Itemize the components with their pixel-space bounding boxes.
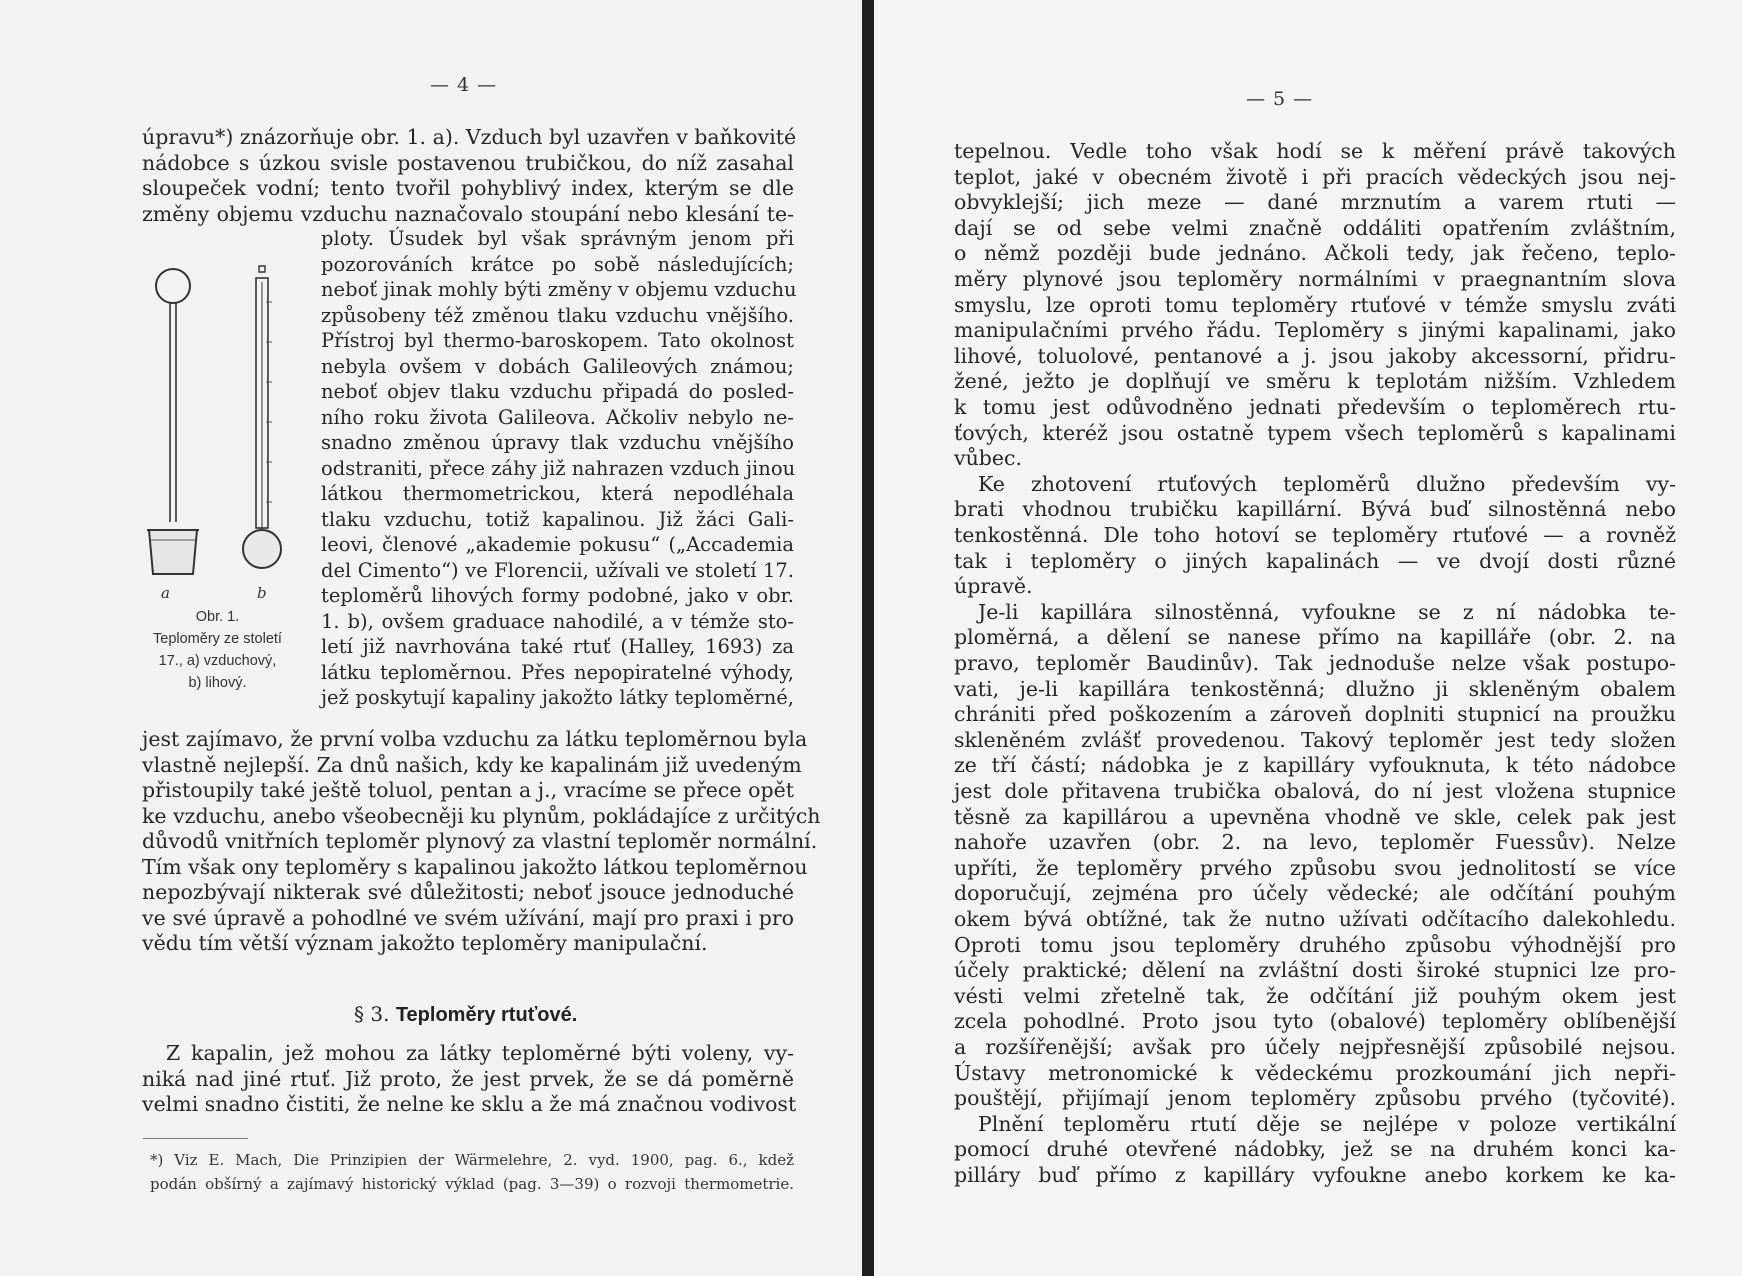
text-line: a rozšířenější; avšak pro účely nejpřesnější způsobilé nejsou. xyxy=(954,1035,1676,1059)
text-line: úpravě. xyxy=(954,574,1033,599)
text-line: teplot, jaké v obecném životě i při pracích vědeckých jsou nej- xyxy=(954,164,1676,189)
text-line: těsně za kapillárou a upevněna vhodně ve skle, celek pak jest xyxy=(954,804,1676,829)
text-line: přistoupily také ještě toluol, pentan a j., vracíme se přece opět xyxy=(142,778,794,802)
text-line: Přístroj byl thermo-baroskopem. Tato okolnost xyxy=(321,329,794,352)
left-page xyxy=(0,0,862,1276)
text-line: měry plynové jsou teploměry normálními v praegnantním slova xyxy=(954,267,1676,291)
text-line: nahoře uzavřen (obr. 2. na levo, teploměr Fuessův). Nelze xyxy=(954,830,1676,855)
caption-line: b) lihový. xyxy=(188,675,247,691)
text-line: jest zajímavo, že první volba vzduchu za látku teploměrnou byla xyxy=(142,727,808,751)
text-line: lihové, toluolové, pentanové a j. jsou jakoby akcessorní, přidru- xyxy=(954,343,1676,368)
binding-gutter xyxy=(862,0,874,1276)
caption-line: 17., a) vzduchový, xyxy=(158,653,277,669)
text-line: Tím však ony teploměry s kapalinou jakožto látkou teploměrnou xyxy=(142,854,808,879)
text-line: tenkostěnná. Dle toho hotoví se teploměry rtuťové — a rovněž xyxy=(954,523,1676,547)
text-line: vůbec. xyxy=(954,446,1023,471)
text-line: pozorováních krátce po sobě následujících; xyxy=(321,252,794,276)
text-line: neboť objev tlaku vzduchu připadá do posled- xyxy=(321,380,794,403)
spirit-thermometer xyxy=(243,266,281,568)
page-number: — 5 — xyxy=(1246,88,1314,110)
text-line: pomocí druhé otevřené nádobky, jež se na druhém konci ka- xyxy=(954,1137,1676,1162)
text-line: látku teploměrnou. Přes nepopiratelné výhody, xyxy=(321,660,794,684)
figure-label-b: b xyxy=(257,584,267,602)
text-line: účely praktické; dělení na zvláštní dosti široké stupnici lze pro- xyxy=(954,958,1676,983)
text-line: smyslu, lze oproti tomu teploměry rtuťové v témže smyslu zváti xyxy=(954,292,1676,317)
text-line: nepozbývají nikterak své důležitosti; neboť jsouce jednoduché xyxy=(142,880,794,904)
text-line: pouštějí, přijímají jenom teploměry způsobu prvého (tyčovité). xyxy=(954,1086,1676,1111)
caption-line: Obr. 1. xyxy=(195,609,240,625)
text-line: ve své úpravě a pohodlné ve svém užívání, mají pro praxi i pro xyxy=(142,905,794,930)
text-line: 1. b), ovšem graduace nahodilé, a v témže sto- xyxy=(321,609,794,633)
text-line: sloupeček vodní; tento tvořil pohyblivý index, kterým se dle xyxy=(142,176,794,200)
text-line: k tomu jest odůvodněno jednati především o teploměrech rtu- xyxy=(954,395,1676,419)
footnote-line: *) Viz E. Mach, Die Prinzipien der Wärmelehre, 2. vyd. 1900, pag. 6., kdež xyxy=(150,1151,794,1169)
caption-line: Teploměry ze století xyxy=(153,631,282,647)
text-line: Plnění teploměru rtutí děje se nejlépe v poloze vertikální xyxy=(978,1111,1676,1136)
text-line: Ústavy metronomické k vědeckému prozkoumání jich nepři- xyxy=(954,1060,1676,1085)
text-line: nebyla ovšem v dobách Galileových známou; xyxy=(321,354,794,378)
text-line: ploty. Úsudek byl však správným jenom při xyxy=(321,227,794,250)
footnote-rule xyxy=(143,1138,248,1139)
text-line: pilláry buď přímo z kapilláry vyfoukne anebo korkem ke ka- xyxy=(954,1163,1676,1187)
air-thermometer xyxy=(147,269,199,574)
text-line: vlastně nejlepší. Za dnů našich, kdy ke kapalinám již uvedeným xyxy=(142,752,802,777)
text-line: Oproti tomu jsou teploměry druhého způsobu výhodnější pro xyxy=(954,932,1676,957)
text-line: tlaku vzduchu, totiž kapalinou. Již žáci Gali- xyxy=(321,507,794,531)
text-line: důvodů vnitřních teploměr plynový za vlastní teploměr normální. xyxy=(142,829,818,853)
figure-label-a: a xyxy=(161,584,170,602)
text-line: ního roku života Galileova. Ačkoliv nebylo ne- xyxy=(321,405,794,429)
text-line: upříti, že teploměry prvého způsobu svou jednolitostí se více xyxy=(954,855,1676,880)
text-line: letí již navrhována také rtuť (Halley, 1693) za xyxy=(321,635,794,658)
text-line: okem bývá obtížné, tak že nutno užívati odčítacího dalekohledu. xyxy=(954,907,1676,931)
text-line: skleněném zvlášť provedenou. Takový teploměr jest tedy složen xyxy=(954,727,1676,752)
footnote-line: podán obšírný a zajímavý historický výklad (pag. 3—39) o rozvoji thermometrie. xyxy=(150,1175,794,1193)
text-line: chrániti před poškozením a zároveň doplniti stupnicí na proužku xyxy=(954,702,1676,727)
text-line: žené, ježto je doplňují ve směru k teplotám nižším. Vzhledem xyxy=(954,369,1676,394)
text-line: obvyklejší; jich meze — dané mrznutím a varem rtuti — xyxy=(954,190,1676,215)
text-line: ploměrná, a dělení se nanese přímo na kapilláře (obr. 2. na xyxy=(954,625,1676,650)
figure-thermometers xyxy=(135,262,285,602)
page-number: — 4 — xyxy=(430,74,498,96)
text-line: teploměrů lihových formy podobné, jako v obr. xyxy=(321,584,794,607)
text-line: odstraniti, přece záhy již nahrazen vzduch jinou xyxy=(321,456,796,480)
text-line: brati vhodnou trubičku kapillární. Bývá buď silnostěnná nebo xyxy=(954,497,1676,522)
text-line: jež poskytují kapaliny jakožto látky teploměrné, xyxy=(321,686,794,709)
text-line: doporučují, zejména pro účely vědecké; ale odčítání pouhým xyxy=(954,881,1676,906)
figure-caption xyxy=(140,606,295,694)
section-title: Teploměry rtuťové. xyxy=(395,1004,578,1026)
text-line: nádobce s úzkou svisle postavenou trubičkou, do níž zasahal xyxy=(142,150,794,175)
text-line: dají se od sebe velmi značně oddáliti opatřením zvláštním, xyxy=(954,215,1676,240)
text-line: Ke zhotovení rtuťových teploměrů dlužno především vy- xyxy=(978,471,1676,496)
text-line: leovi, členové „akademie pokusu“ („Accademia xyxy=(321,533,794,556)
text-line: niká nad jiné rtuť. Již proto, že jest prvek, že se dá poměrně xyxy=(142,1066,794,1091)
text-line: ze tří částí; nádobka je z kapilláry vyfouknuta, k této nádobce xyxy=(954,753,1676,778)
text-line: zcela pohodlné. Proto jsou tyto (obalové) teploměry oblíbenější xyxy=(954,1009,1676,1034)
text-line: ke vzduchu, anebo všeobecněji ku plynům, pokládajíce z určitých xyxy=(142,803,821,828)
text-line: o němž později bude jednáno. Ačkoli tedy, jak řečeno, teplo- xyxy=(954,241,1676,266)
text-line: změny objemu vzduchu naznačovalo stoupání nebo klesání te- xyxy=(142,201,794,226)
text-line: Z kapalin, jež mohou za látky teploměrné býti voleny, vy- xyxy=(166,1041,794,1065)
text-line: tepelnou. Vedle toho však hodí se k měření právě takových xyxy=(954,139,1676,163)
text-line: vati, je-li kapillára tenkostěnná; dlužno ji skleněným obalem xyxy=(954,676,1676,701)
text-line: jest dole přitavena trubička obalová, do ní jest vložena stupnice xyxy=(954,779,1676,803)
section-number: § 3. xyxy=(354,1002,390,1026)
text-line: tak i teploměry o jiných kapalinách — ve dvojí dosti různé xyxy=(954,548,1676,573)
text-line: ťových, kteréž jsou ostatně typem všech teploměrů s kapalinami xyxy=(954,420,1676,445)
text-line: vědu tím větší význam jakožto teploměry manipulační. xyxy=(142,931,708,955)
text-line: snadno změnou úpravy tlak vzduchu vnějšího xyxy=(321,431,794,454)
text-line: del Cimento“) ve Florencii, užívali ve století 17. xyxy=(321,558,794,582)
text-line: vésti velmi zřetelně tak, že odčítání již pouhým okem jest xyxy=(954,983,1676,1008)
text-line: pravo, teploměr Baudinův). Tak jednoduše nelze však postupo- xyxy=(954,651,1676,675)
text-line: neboť jinak mohly býti změny v objemu vzduchu xyxy=(321,278,797,301)
text-line: úpravu*) znázorňuje obr. 1. a). Vzduch byl uzavřen v baňkovité xyxy=(142,125,797,149)
text-line: Je-li kapillára silnostěnná, vyfoukne se z ní nádobka te- xyxy=(978,599,1676,624)
section-heading xyxy=(354,1002,577,1027)
right-page xyxy=(874,0,1742,1276)
text-line: látkou thermometrickou, která nepodléhala xyxy=(321,482,794,505)
text-line: způsobeny též změnou tlaku vzduchu vnějšího. xyxy=(321,303,794,327)
text-line: velmi snadno čistiti, že nelne ke sklu a že má značnou vodivost xyxy=(142,1092,797,1116)
text-line: manipulačními prvého řádu. Teploměry s jinými kapalinami, jako xyxy=(954,318,1676,343)
